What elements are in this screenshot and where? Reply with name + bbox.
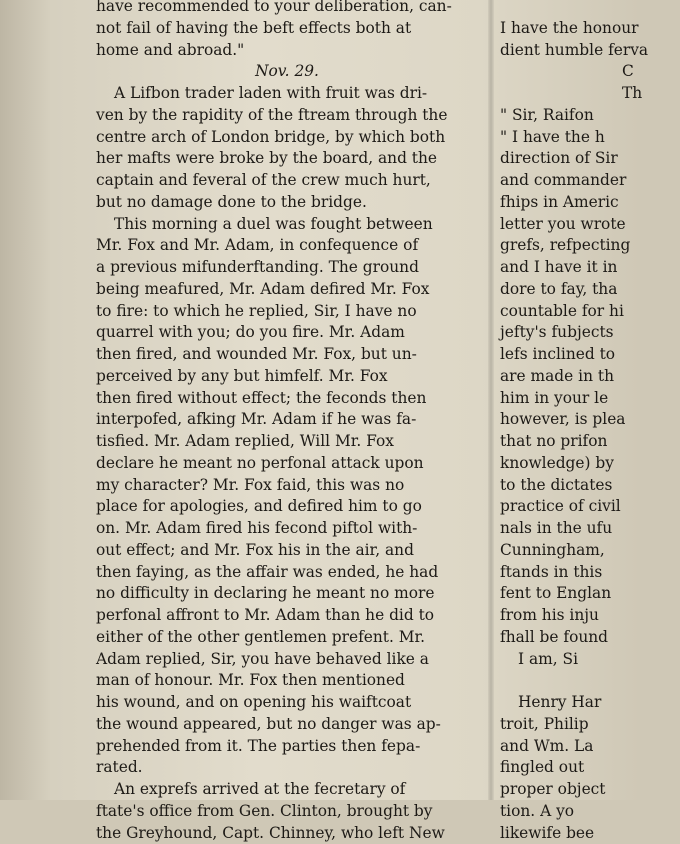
text-line: the wound appeared, but no danger was ap- <box>96 714 478 736</box>
text-line: Henry Har <box>500 692 680 714</box>
text-line: rated. <box>96 757 478 779</box>
text-line: Cunningham, <box>500 540 680 562</box>
text-line: out effect; and Mr. Fox his in the air, and <box>96 540 478 562</box>
text-line: to fire: to which he replied, Sir, I have no <box>96 301 478 323</box>
text-line: are made in th <box>500 366 680 388</box>
text-line: nals in the ufu <box>500 518 680 540</box>
text-line: the Greyhound, Capt. Chinney, who left New <box>96 823 478 844</box>
text-line: home and abroad." <box>96 40 478 62</box>
right-column <box>500 0 680 844</box>
text-line: practice of civil <box>500 496 680 518</box>
text-line: perfonal affront to Mr. Adam than he did to <box>96 605 478 627</box>
text-line: I have the honour <box>500 18 680 40</box>
text-line: interpofed, afking Mr. Adam if he was fa- <box>96 409 478 431</box>
left-column <box>96 0 478 844</box>
text-line: my character? Mr. Fox faid, this was no <box>96 475 478 497</box>
text-line: then faying, as the affair was ended, he had <box>96 562 478 584</box>
text-line: no difficulty in declaring he meant no more <box>96 583 478 605</box>
text-line: fingled out <box>500 757 680 779</box>
text-line: tion. A yo <box>500 801 680 823</box>
text-line: from his inju <box>500 605 680 627</box>
text-line: fhall be found <box>500 627 680 649</box>
text-line: then fired without effect; the feconds then <box>96 388 478 410</box>
text-line: not fail of having the beft effects both at <box>96 18 478 40</box>
text-line: centre arch of London bridge, by which both <box>96 127 478 149</box>
text-line: captain and feveral of the crew much hurt, <box>96 170 478 192</box>
text-line: him in your le <box>500 388 680 410</box>
text-line: dore to fay, tha <box>500 279 680 301</box>
text-line: place for apologies, and defired him to go <box>96 496 478 518</box>
text-line: ftate's office from Gen. Clinton, brought by <box>96 801 478 823</box>
text-line: " Sir, Raifon <box>500 105 680 127</box>
text-line: This morning a duel was fought between <box>96 214 478 236</box>
text-line: jefty's fubjects <box>500 322 680 344</box>
text-line: perceived by any but himfelf. Mr. Fox <box>96 366 478 388</box>
text-line: lefs inclined to <box>500 344 680 366</box>
text-line: declare he meant no perfonal attack upon <box>96 453 478 475</box>
text-line: dient humble ferva <box>500 40 680 62</box>
text-line: however, is plea <box>500 409 680 431</box>
dateline: Nov. 29. <box>96 61 478 83</box>
text-line: Adam replied, Sir, you have behaved like a <box>96 649 478 671</box>
text-line: prehended from it. The parties then fepa- <box>96 736 478 758</box>
text-line: grefs, refpecting <box>500 235 680 257</box>
text-line: A Lifbon trader laden with fruit was dri- <box>96 83 478 105</box>
text-line: being meafured, Mr. Adam defired Mr. Fox <box>96 279 478 301</box>
text-line: fent to Englan <box>500 583 680 605</box>
text-line: fhips in Americ <box>500 192 680 214</box>
text-line: ven by the rapidity of the ftream through the <box>96 105 478 127</box>
text-line: I am, Si <box>500 649 680 671</box>
text-line: either of the other gentlemen prefent. Mr. <box>96 627 478 649</box>
text-line: likewife bee <box>500 823 680 844</box>
text-line <box>500 670 680 692</box>
text-line: ftands in this <box>500 562 680 584</box>
text-line: a previous mifunderftanding. The ground <box>96 257 478 279</box>
text-line: that no prifon <box>500 431 680 453</box>
text-line: then fired, and wounded Mr. Fox, but un- <box>96 344 478 366</box>
column-gutter-fold <box>488 0 494 800</box>
text-line: letter you wrote <box>500 214 680 236</box>
text-line: proper object <box>500 779 680 801</box>
text-line: quarrel with you; do you fire. Mr. Adam <box>96 322 478 344</box>
text-line: and I have it in <box>500 257 680 279</box>
text-line: knowledge) by <box>500 453 680 475</box>
text-line: troit, Philip <box>500 714 680 736</box>
text-line: Mr. Fox and Mr. Adam, in confequence of <box>96 235 478 257</box>
text-line: C <box>500 61 680 83</box>
text-line: direction of Sir <box>500 148 680 170</box>
text-line: An exprefs arrived at the fecretary of <box>96 779 478 801</box>
text-line: countable for hi <box>500 301 680 323</box>
text-line: on. Mr. Adam fired his fecond piftol with- <box>96 518 478 540</box>
text-line: but no damage done to the bridge. <box>96 192 478 214</box>
text-line: to the dictates <box>500 475 680 497</box>
text-line: man of honour. Mr. Fox then mentioned <box>96 670 478 692</box>
text-line: " I have the h <box>500 127 680 149</box>
text-line: and Wm. La <box>500 736 680 758</box>
text-line: have recommended to your deliberation, can- <box>96 0 478 18</box>
text-line: Th <box>500 83 680 105</box>
text-line <box>500 0 680 18</box>
text-line: and commander <box>500 170 680 192</box>
text-line: his wound, and on opening his waiftcoat <box>96 692 478 714</box>
text-line: tisfied. Mr. Adam replied, Will Mr. Fox <box>96 431 478 453</box>
text-line: her mafts were broke by the board, and the <box>96 148 478 170</box>
